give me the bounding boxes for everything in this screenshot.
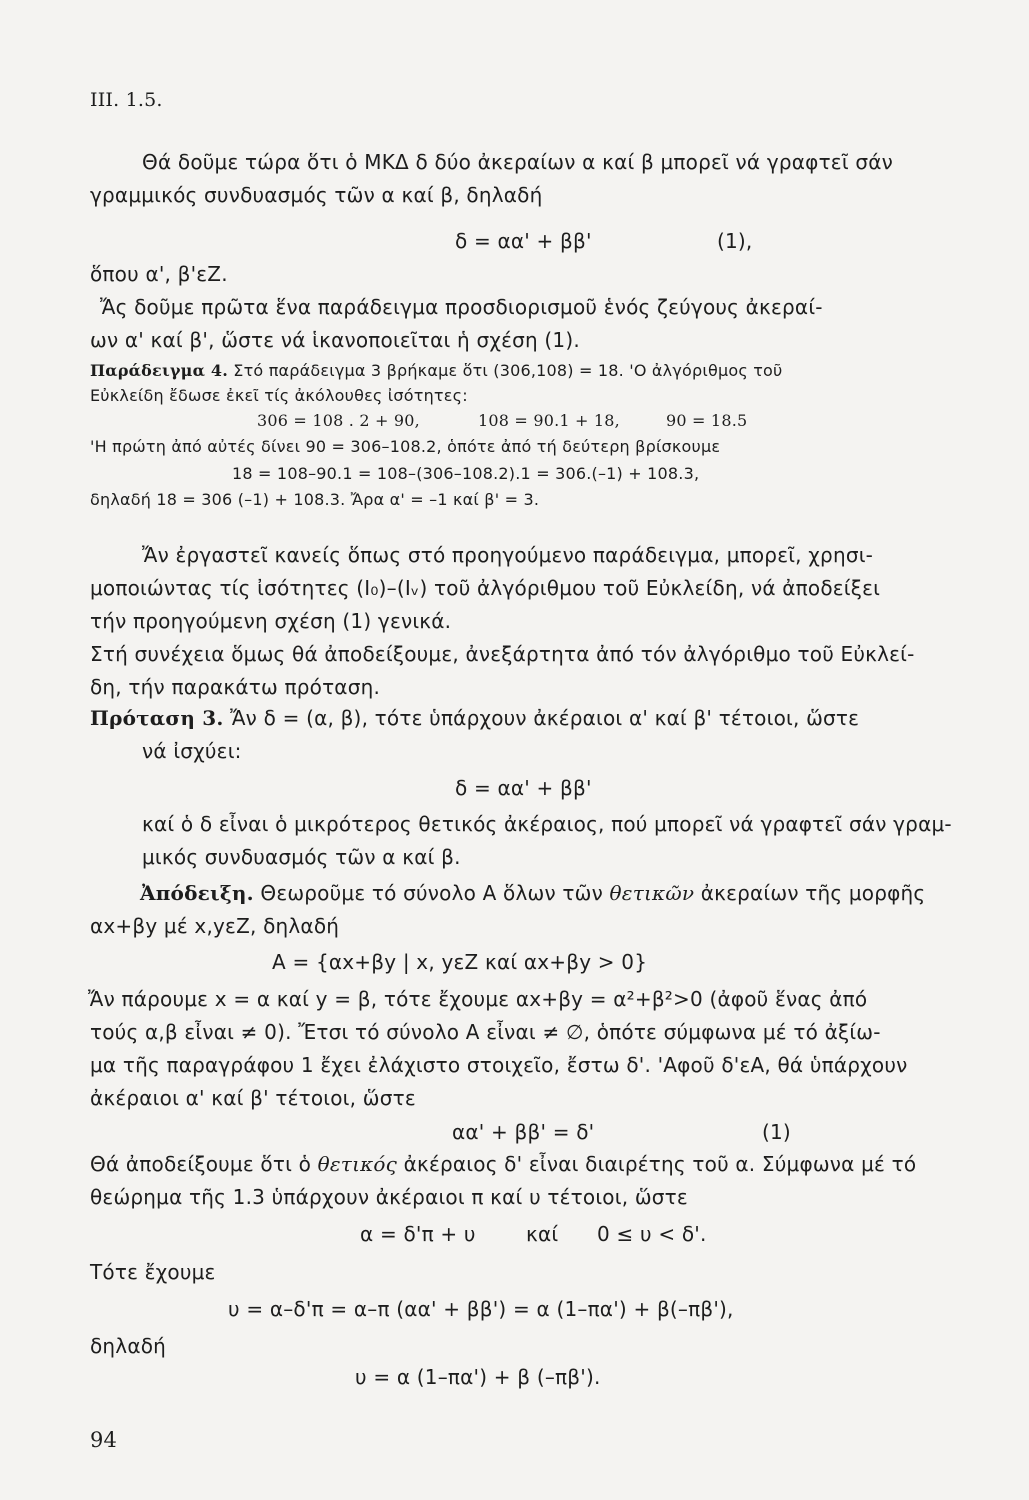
- proof-set-definition: Α = {αx+βy | x, yεZ καί αx+βy > 0}: [272, 950, 648, 974]
- example-line-5: δηλαδή 18 = 306 (–1) + 108.3. Ἄρα α' = –1 καί β' = 3.: [90, 490, 540, 509]
- para2-line-2: μοποιώντας τίς ἰσότητες (I₀)–(Iᵥ) τοῦ ἀλγόριθμου τοῦ Εὐκλείδη, νά ἀποδείξει: [90, 576, 881, 600]
- proof-equation-3a: α = δ'π + υ: [360, 1222, 476, 1246]
- proof-equation-2: αα' + ββ' = δ': [452, 1120, 595, 1144]
- para2-line-1: Ἄν ἐργαστεῖ κανείς ὅπως στό προηγούμενο παράδειγμα, μπορεῖ, χρησι-: [142, 543, 874, 567]
- proof-line-5: μα τῆς παραγράφου 1 ἔχει ἐλάχιστο στοιχεῖο, ἔστω δ'. 'Αφοῦ δ'εΑ, θά ὑπάρχουν: [90, 1053, 908, 1077]
- equation-1-number: (1),: [717, 229, 753, 253]
- proof-line-9: Τότε ἔχουμε: [90, 1260, 216, 1284]
- proof-line-1: [140, 881, 925, 905]
- intro-line-2: γραμμικός συνδυασμός τῶν α καί β, δηλαδή: [90, 183, 543, 207]
- example-line-2: Εὐκλείδη ἔδωσε ἐκεῖ τίς ἀκόλουθες ἰσότητες:: [90, 386, 468, 405]
- proof-positive-emphasis: θετικῶν: [609, 881, 695, 905]
- proof-equation-3b: 0 ≤ υ < δ'.: [597, 1222, 707, 1246]
- proof-line-10: δηλαδή: [90, 1334, 167, 1358]
- proof-equation-5: υ = α (1–πα') + β (–πβ').: [355, 1365, 601, 1389]
- proof-line-8: θεώρημα τῆς 1.3 ὑπάρχουν ἀκέραιοι π καί υ τέτοιοι, ὥστε: [90, 1185, 688, 1209]
- intro-line-4: ων α' καί β', ὥστε νά ἱκανοποιεῖται ἡ σχέση (1).: [90, 328, 580, 352]
- proposition-line-3: καί ὁ δ εἶναι ὁ μικρότερος θετικός ἀκέραιος, πού μπορεῖ νά γραφτεῖ σάν γραμ-: [142, 812, 952, 836]
- proof-equation-2-number: (1): [762, 1120, 791, 1144]
- proof-line-2: αx+βy μέ x,yεZ, δηλαδή: [90, 914, 340, 938]
- proposition-line-1: [90, 706, 859, 730]
- proposition-label: Πρόταση 3.: [90, 706, 224, 730]
- proof-line-1a: Θεωροῦμε τό σύνολο Α ὅλων τῶν: [260, 881, 603, 905]
- para2-line-4: Στή συνέχεια ὅμως θά ἀποδείξουμε, ἀνεξάρτητα ἀπό τόν ἀλγόριθμο τοῦ Εὐκλεί-: [90, 642, 915, 666]
- proposition-line-4: μικός συνδυασμός τῶν α καί β.: [142, 845, 461, 869]
- proof-equation-4: υ = α–δ'π = α–π (αα' + ββ') = α (1–πα') + β(–πβ'),: [228, 1297, 734, 1321]
- para2-line-3: τήν προηγούμενη σχέση (1) γενικά.: [90, 609, 452, 633]
- proof-line-3: Ἄν πάρουμε x = α καί y = β, τότε ἔχουμε αx+βy = α²+β²>0 (ἀφοῦ ἕνας ἀπό: [88, 987, 868, 1011]
- proof-line-6: ἀκέραιοι α' καί β' τέτοιοι, ὥστε: [90, 1086, 416, 1110]
- proposition-line-1-text: Ἄν δ = (α, β), τότε ὑπάρχουν ἀκέραιοι α' καί β' τέτοιοι, ὥστε: [230, 706, 860, 730]
- proposition-line-2: νά ἰσχύει:: [142, 739, 242, 763]
- proposition-equation: δ = αα' + ββ': [455, 776, 592, 800]
- example-eq-b: 108 = 90.1 + 18,: [478, 411, 620, 430]
- proof-line-7: [90, 1152, 916, 1176]
- equation-1: δ = αα' + ββ': [455, 229, 592, 253]
- example-line-1-text: Στό παράδειγμα 3 βρήκαμε ὅτι (306,108) = 18. 'Ο ἀλγόριθμος τοῦ: [233, 361, 783, 380]
- example-eq-a: 306 = 108 . 2 + 90,: [257, 411, 420, 430]
- intro-where: ὅπου α', β'εZ.: [90, 262, 228, 286]
- proof-line-4: τούς α,β εἶναι ≠ 0). Ἔτσι τό σύνολο Α εἶναι ≠ ∅, ὁπότε σύμφωνα μέ τό ἀξίω-: [90, 1020, 881, 1044]
- proof-positive-emphasis-2: θετικός: [317, 1152, 398, 1176]
- proof-line-7b: ἀκέραιος δ' εἶναι διαιρέτης τοῦ α. Σύμφωνα μέ τό: [403, 1152, 917, 1176]
- page-number: 94: [90, 1428, 118, 1452]
- intro-line-3: Ἄς δοῦμε πρῶτα ἕνα παράδειγμα προσδιορισμοῦ ἑνός ζεύγους ἀκεραί-: [100, 295, 823, 319]
- section-header: III. 1.5.: [90, 89, 163, 111]
- proof-line-1b: ἀκεραίων τῆς μορφῆς: [700, 881, 926, 905]
- proof-equation-3-and: καί: [526, 1222, 559, 1246]
- example-line-4: 18 = 108–90.1 = 108–(306–108.2).1 = 306.(–1) + 108.3,: [232, 464, 700, 483]
- example-eq-c: 90 = 18.5: [666, 411, 748, 430]
- para2-line-5: δη, τήν παρακάτω πρόταση.: [90, 675, 380, 699]
- example-label: Παράδειγμα 4.: [90, 361, 228, 380]
- example-line-3: 'Η πρώτη ἀπό αὐτές δίνει 90 = 306–108.2, ὁπότε ἀπό τή δεύτερη βρίσκουμε: [90, 437, 721, 456]
- intro-line-1: Θά δοῦμε τώρα ὅτι ὁ ΜΚΔ δ δύο ἀκεραίων α καί β μπορεῖ νά γραφτεῖ σάν: [142, 150, 893, 174]
- proof-label: Ἀπόδειξη.: [140, 881, 254, 905]
- example-line-1: [90, 361, 783, 381]
- proof-line-7a: Θά ἀποδείξουμε ὅτι ὁ: [90, 1152, 312, 1176]
